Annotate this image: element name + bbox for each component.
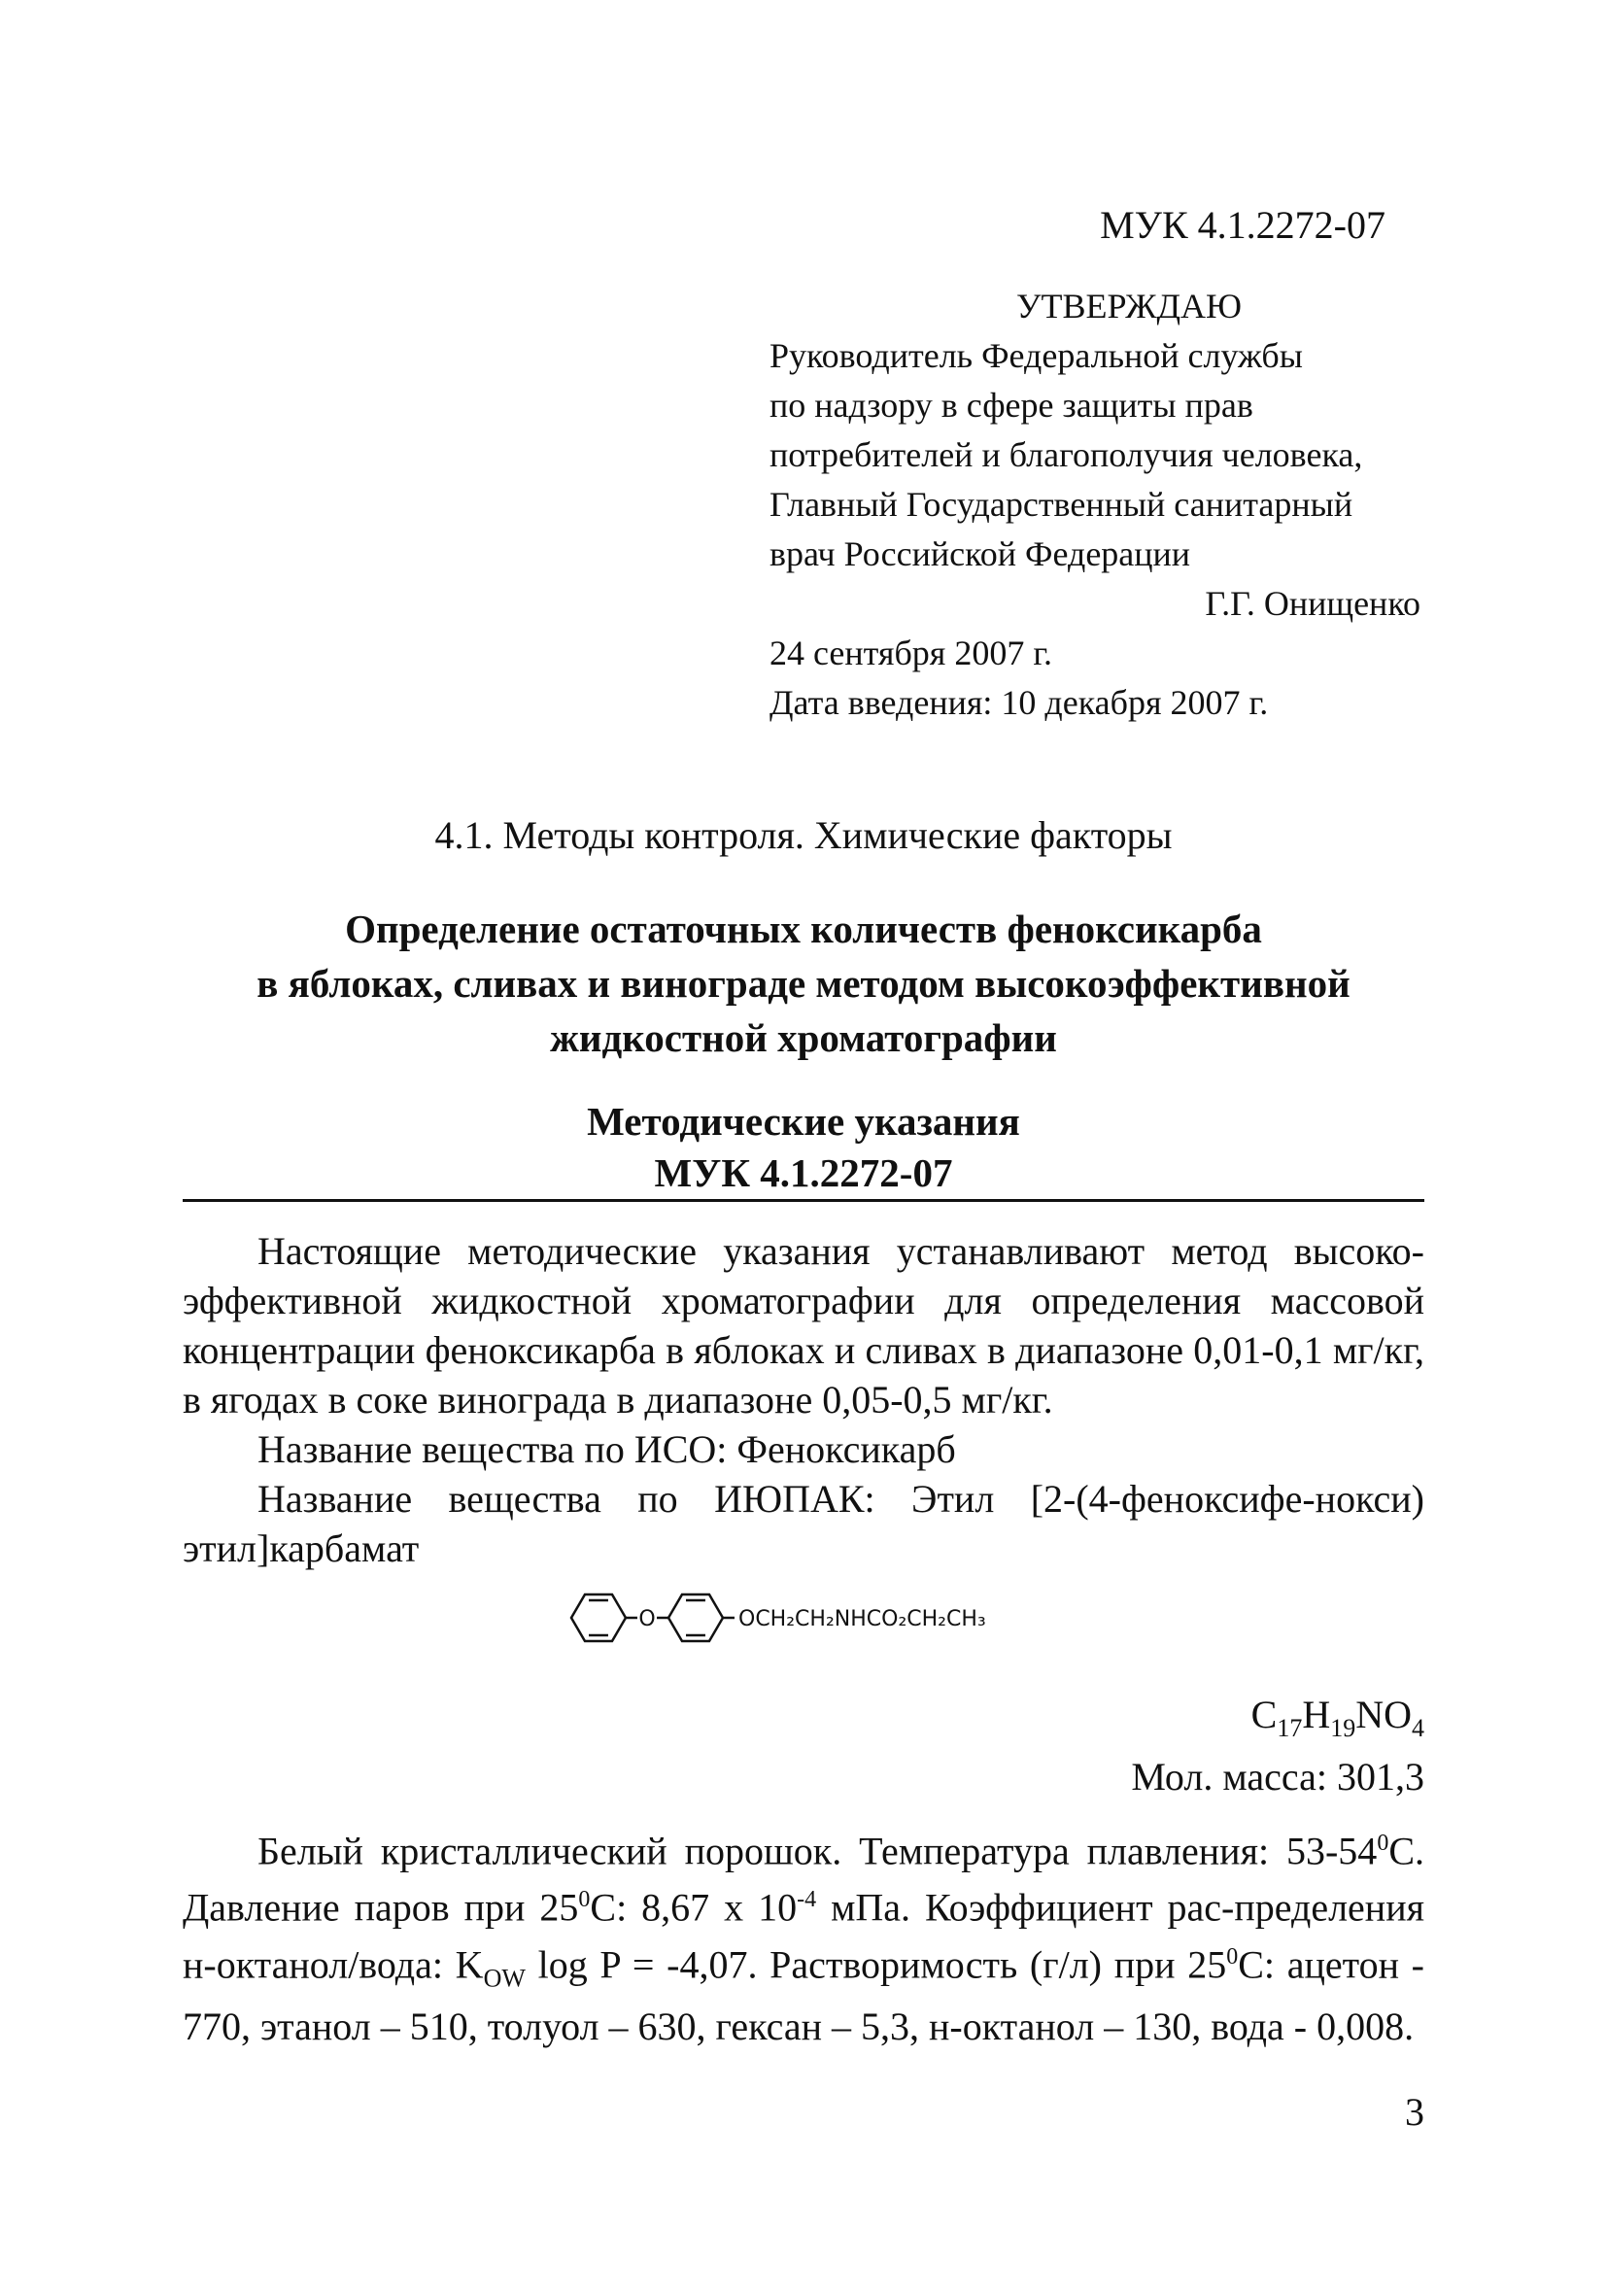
title-rule — [183, 1199, 1424, 1202]
approval-line: потребителей и благополучия человека, — [769, 435, 1363, 474]
molecular-formula: $C_{17}H_{19}NO_4$ — [1250, 1693, 1424, 1742]
iupac-name-paragraph: Название вещества по ИЮПАК: Этил [2-(4-феноксифе-нокси) этил]карбамат — [183, 1477, 1424, 1570]
introduction-date: Дата введения: 10 декабря 2007 г. — [769, 683, 1269, 722]
section-heading: 4.1. Методы контроля. Химические факторы — [434, 813, 1173, 857]
side-chain-label: OCH₂CH₂NHCO₂CH₂CH₃ — [738, 1607, 986, 1631]
approval-date: 24 сентября 2007 г. — [769, 634, 1053, 672]
approval-line: Руководитель Федеральной службы — [769, 336, 1303, 375]
approval-heading: УТВЕРЖДАЮ — [1015, 287, 1243, 326]
body-text — [183, 1226, 1424, 1573]
structural-formula-drawing — [562, 1584, 1106, 1652]
subtitle-line: МУК 4.1.2272-07 — [654, 1150, 953, 1195]
approval-line: по надзору в сфере защиты прав — [769, 386, 1253, 425]
document-title — [136, 902, 1471, 1065]
approval-signatory: Г.Г. Онищенко — [1205, 584, 1420, 623]
title-line: жидкостной хроматографии — [550, 1015, 1057, 1060]
properties-paragraph: Белый кристаллический порошок. Температура плавления: $53-54^0С$. Давление паров при $25^0С$: 8,67 х $10^{-4}$ мПа. Коэффициент рас-пределения н-октанол/вода: $K_{OW}$ log P = -4,07. Растворимость (г/л) при $25^0С$: ацетон - 770, этанол – 510, толуол – 630, гексан – 5,3, н-октанол – 130, вода - 0,008. — [183, 1829, 1425, 2048]
iso-name-paragraph: Название вещества по ИСО: Феноксикарб — [257, 1427, 956, 1471]
approval-block — [769, 282, 1420, 728]
structural-formula — [562, 1584, 1106, 1652]
page-number: 3 — [1405, 2090, 1424, 2134]
properties-text — [183, 1819, 1424, 2051]
approval-line: врач Российской Федерации — [769, 534, 1191, 573]
approval-line: Главный Государственный санитарный — [769, 485, 1353, 524]
document-subtitle — [136, 1096, 1471, 1199]
intro-paragraph: Настоящие методические указания устанавливают метод высоко-эффективной жидкостной хроматографии для определения массовой концентрации феноксикарба в яблоках и сливах в диапазоне 0,01-0,1 мг/кг, в ягодах в соке винограда в диапазоне 0,05-0,5 мг/кг. — [183, 1229, 1424, 1422]
oxygen-label: O — [638, 1607, 656, 1631]
subtitle-line: Методические указания — [587, 1099, 1020, 1144]
molecular-info — [1131, 1691, 1424, 1801]
document-code: МУК 4.1.2272-07 — [1100, 203, 1385, 247]
title-line: в яблоках, сливах и винограде методом высокоэффективной — [256, 961, 1351, 1006]
title-line: Определение остаточных количеств феноксикарба — [345, 907, 1262, 951]
molecular-mass: Мол. масса: 301,3 — [1131, 1755, 1424, 1799]
